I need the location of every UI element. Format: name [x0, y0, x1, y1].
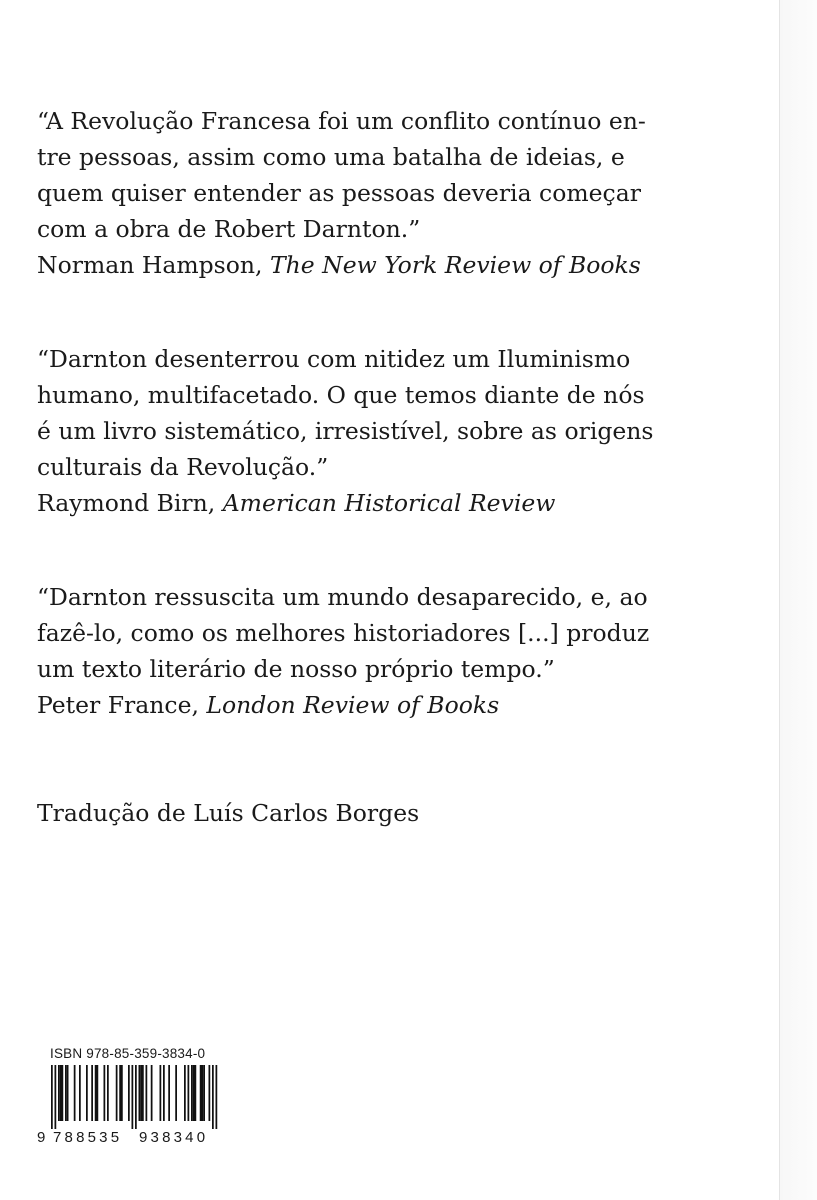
barcode-bar — [107, 1065, 109, 1121]
barcode-right-digits: 938340 — [139, 1129, 209, 1146]
attribution-source: London Review of Books — [206, 691, 500, 719]
blurb-france — [37, 579, 657, 723]
barcode-bar — [104, 1065, 106, 1121]
barcode-bar — [74, 1065, 76, 1121]
barcode-bar — [195, 1065, 197, 1121]
barcode-bar — [91, 1065, 93, 1121]
barcode-bar — [193, 1065, 195, 1121]
blurb-attribution — [37, 485, 657, 521]
barcode-bar — [60, 1065, 62, 1121]
blurb-birn — [37, 341, 657, 521]
barcode-bar — [168, 1065, 170, 1121]
barcode-bar — [128, 1065, 130, 1121]
barcode-bar — [191, 1065, 193, 1121]
attribution-author: Raymond Birn, — [37, 489, 223, 517]
blurbs — [37, 103, 657, 723]
barcode-bar — [202, 1065, 204, 1121]
translator-credit: Tradução de Luís Carlos Borges — [37, 799, 420, 827]
barcode-bar — [200, 1065, 202, 1121]
barcode-guard-bar — [132, 1065, 134, 1129]
barcode-bar — [95, 1065, 97, 1121]
barcode-bar — [163, 1065, 165, 1121]
barcode-guard-bar — [212, 1065, 214, 1129]
barcode-bar — [119, 1065, 121, 1121]
attribution-source: American Historical Review — [222, 489, 556, 517]
barcode-bar — [175, 1065, 177, 1121]
barcode-bar — [58, 1065, 60, 1121]
barcode-lead-digit: 9 — [37, 1129, 46, 1146]
barcode-bar — [121, 1065, 123, 1121]
blurb-attribution — [37, 687, 657, 723]
barcode-bar — [146, 1065, 148, 1121]
barcode-bar — [209, 1065, 211, 1121]
barcode-bar — [79, 1065, 81, 1121]
blurb-text: “A Revolução Francesa foi um conflito contínuo en- tre pessoas, assim como uma batalha de ideias, e quem quiser entender as pessoas deveria começar com a obra de Robert Darnton.” — [37, 107, 646, 243]
barcode-bar — [142, 1065, 144, 1121]
barcode-bar — [139, 1065, 141, 1121]
barcode-guard-bar — [216, 1065, 218, 1129]
barcode-guard-bar — [135, 1065, 137, 1129]
barcode-bar — [116, 1065, 118, 1121]
barcode-bar — [67, 1065, 69, 1121]
blurb-hampson — [37, 103, 657, 283]
isbn-barcode — [37, 1046, 227, 1148]
attribution-source: The New York Review of Books — [269, 251, 641, 279]
attribution-author: Norman Hampson, — [37, 251, 270, 279]
spine-shade — [780, 0, 817, 1200]
barcode-bar — [151, 1065, 153, 1121]
isbn-label: ISBN 978-85-359-3834-0 — [50, 1046, 206, 1061]
barcode-bars — [37, 1065, 227, 1129]
barcode-bar — [65, 1065, 67, 1121]
barcode-bar — [62, 1065, 64, 1121]
barcode-bar — [160, 1065, 162, 1121]
barcode-bar — [86, 1065, 88, 1121]
barcode-digits — [37, 1130, 227, 1148]
barcode-bar — [184, 1065, 186, 1121]
barcode-bar — [140, 1065, 142, 1121]
blurb-attribution — [37, 247, 657, 283]
attribution-author: Peter France, — [37, 691, 207, 719]
blurb-text: “Darnton ressuscita um mundo desaparecido, e, ao fazê-lo, como os melhores historiadores [...] produz um texto literário de nosso próprio tempo.” — [37, 583, 650, 683]
barcode-guard-bar — [51, 1065, 53, 1129]
barcode-left-digits: 788535 — [53, 1129, 123, 1146]
blurb-text: “Darnton desenterrou com nitidez um Iluminismo humano, multifacetado. O que temos diante de nós é um livro sistemático, irresistível, sobre as origens culturais da Revolução.” — [37, 345, 654, 481]
barcode-bar — [97, 1065, 99, 1121]
barcode-bar — [203, 1065, 205, 1121]
barcode-guard-bar — [55, 1065, 57, 1129]
barcode-bar — [188, 1065, 190, 1121]
